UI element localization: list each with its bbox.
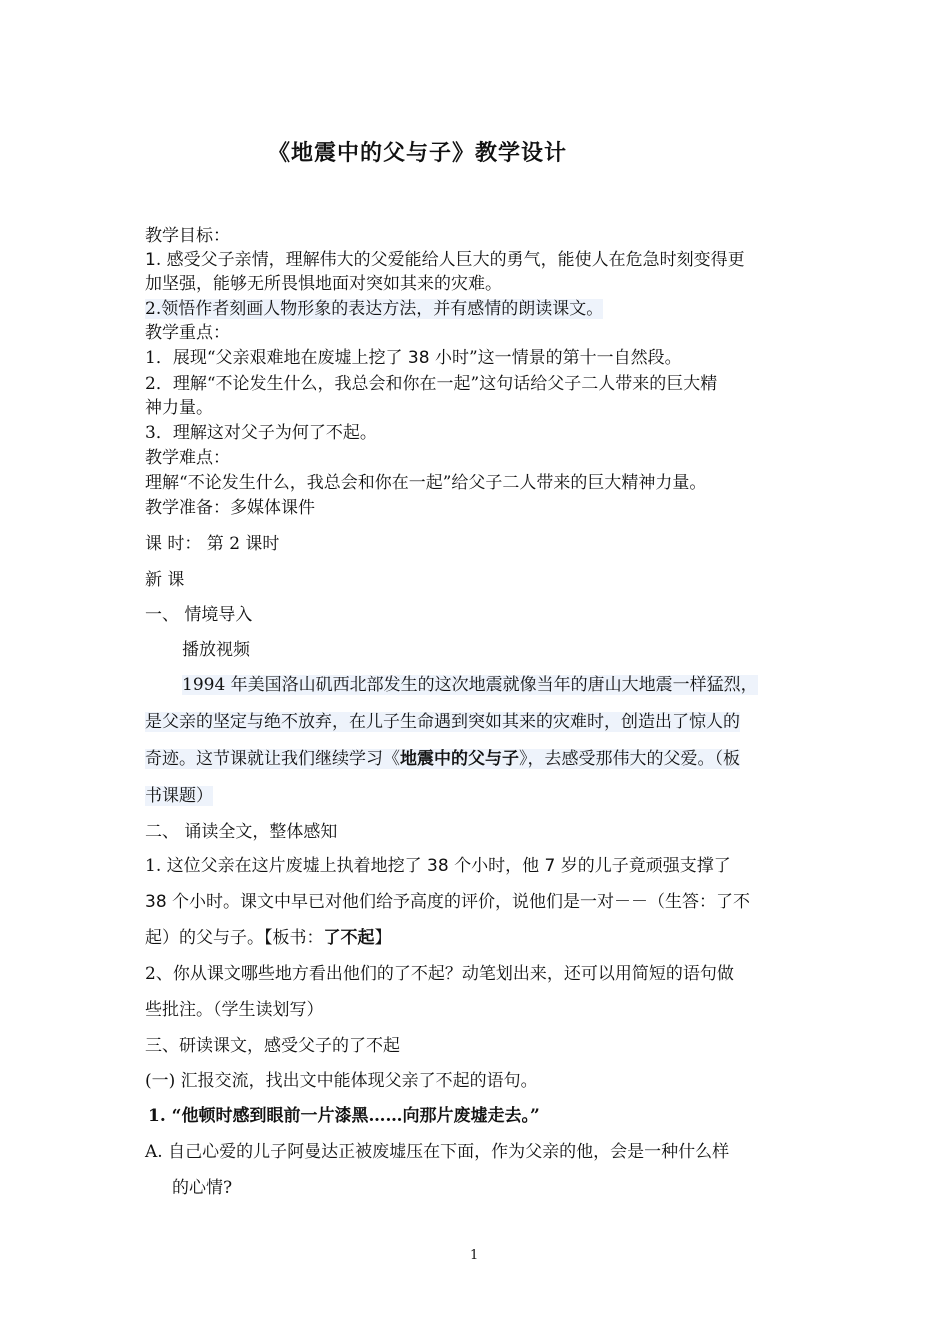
section-1-paragraph-line-2: 是父亲的坚定与绝不放弃，在儿子生命遇到突如其来的灾难时，创造出了惊人的 bbox=[145, 712, 740, 732]
key-point-1: 1．展现“父亲艰难地在废墟上挖了 38 小时”这一情景的第十一自然段。 bbox=[145, 348, 682, 368]
section-2-item-2-line-1: 2、你从课文哪些地方看出他们的了不起？动笔划出来，还可以用简短的语句做 bbox=[145, 964, 734, 984]
section-1-sub: 播放视频 bbox=[182, 640, 250, 660]
section-2-item-1-line-2: 38 个小时。课文中早已对他们给予高度的评价，说他们是一对－－（生答：了不 bbox=[145, 892, 751, 912]
key-point-2-line-2: 神力量。 bbox=[145, 398, 213, 418]
goal-item-1-line-1: 1. 感受父子亲情，理解伟大的父爱能给人巨大的勇气，能使人在危急时刻变得更 bbox=[145, 250, 745, 270]
section-2-item-1-line-1: 1. 这位父亲在这片废墟上执着地挖了 38 个小时，他 7 岁的儿子竟顽强支撑了 bbox=[145, 856, 731, 876]
document-title: 《地震中的父与子》教学设计 bbox=[268, 141, 568, 166]
section-2-item-1-line-3: 起）的父与子。【板书：了不起】 bbox=[145, 928, 392, 948]
section-1-paragraph-line-1: 1994 年美国洛山矶西北部发生的这次地震就像当年的唐山大地震一样猛烈， bbox=[182, 675, 758, 695]
goal-item-2: 2.领悟作者刻画人物形象的表达方法，并有感情的朗读课文。 bbox=[145, 299, 604, 319]
difficulties-text: 理解“不论发生什么，我总会和你在一起”给父子二人带来的巨大精神力量。 bbox=[145, 473, 707, 493]
lesson-time: 课 时： 第 2 课时 bbox=[145, 534, 280, 554]
section-3-sub-1: (一) 汇报交流，找出文中能体现父亲了不起的语句。 bbox=[145, 1071, 538, 1091]
section-1-paragraph-line-3: 奇迹。这节课就让我们继续学习《地震中的父与子》，去感受那伟大的父爱。（板 bbox=[145, 749, 740, 769]
section-2-item-2-line-2: 些批注。（学生读划写） bbox=[145, 1000, 324, 1020]
prep-text: 教学准备：多媒体课件 bbox=[145, 498, 315, 518]
key-point-3: 3．理解这对父子为何了不起。 bbox=[145, 423, 377, 443]
section-3-question-a-line-2: 的心情? bbox=[172, 1178, 233, 1198]
section-1-paragraph-line-4: 书课题） bbox=[145, 786, 213, 806]
section-3-heading: 三、研读课文，感受父子的了不起 bbox=[145, 1036, 400, 1056]
key-point-2-line-1: 2．理解“不论发生什么，我总会和你在一起”这句话给父子二人带来的巨大精 bbox=[145, 374, 718, 394]
goal-item-1-line-2: 加坚强，能够无所畏惧地面对突如其来的灾难。 bbox=[145, 274, 502, 294]
key-points-heading: 教学重点： bbox=[145, 323, 230, 343]
section-3-question-a-line-1: A. 自己心爱的儿子阿曼达正被废墟压在下面，作为父亲的他，会是一种什么样 bbox=[145, 1142, 730, 1162]
goals-heading: 教学目标： bbox=[145, 226, 230, 246]
new-lesson-label: 新 课 bbox=[145, 570, 185, 590]
section-2-heading: 二、 诵读全文，整体感知 bbox=[145, 822, 338, 842]
difficulties-heading: 教学难点： bbox=[145, 448, 230, 468]
section-3-quote-1: 1. “他顿时感到眼前一片漆黑……向那片废墟走去。” bbox=[148, 1106, 540, 1126]
section-1-heading: 一、 情境导入 bbox=[145, 605, 253, 625]
page-number: 1 bbox=[470, 1248, 479, 1263]
